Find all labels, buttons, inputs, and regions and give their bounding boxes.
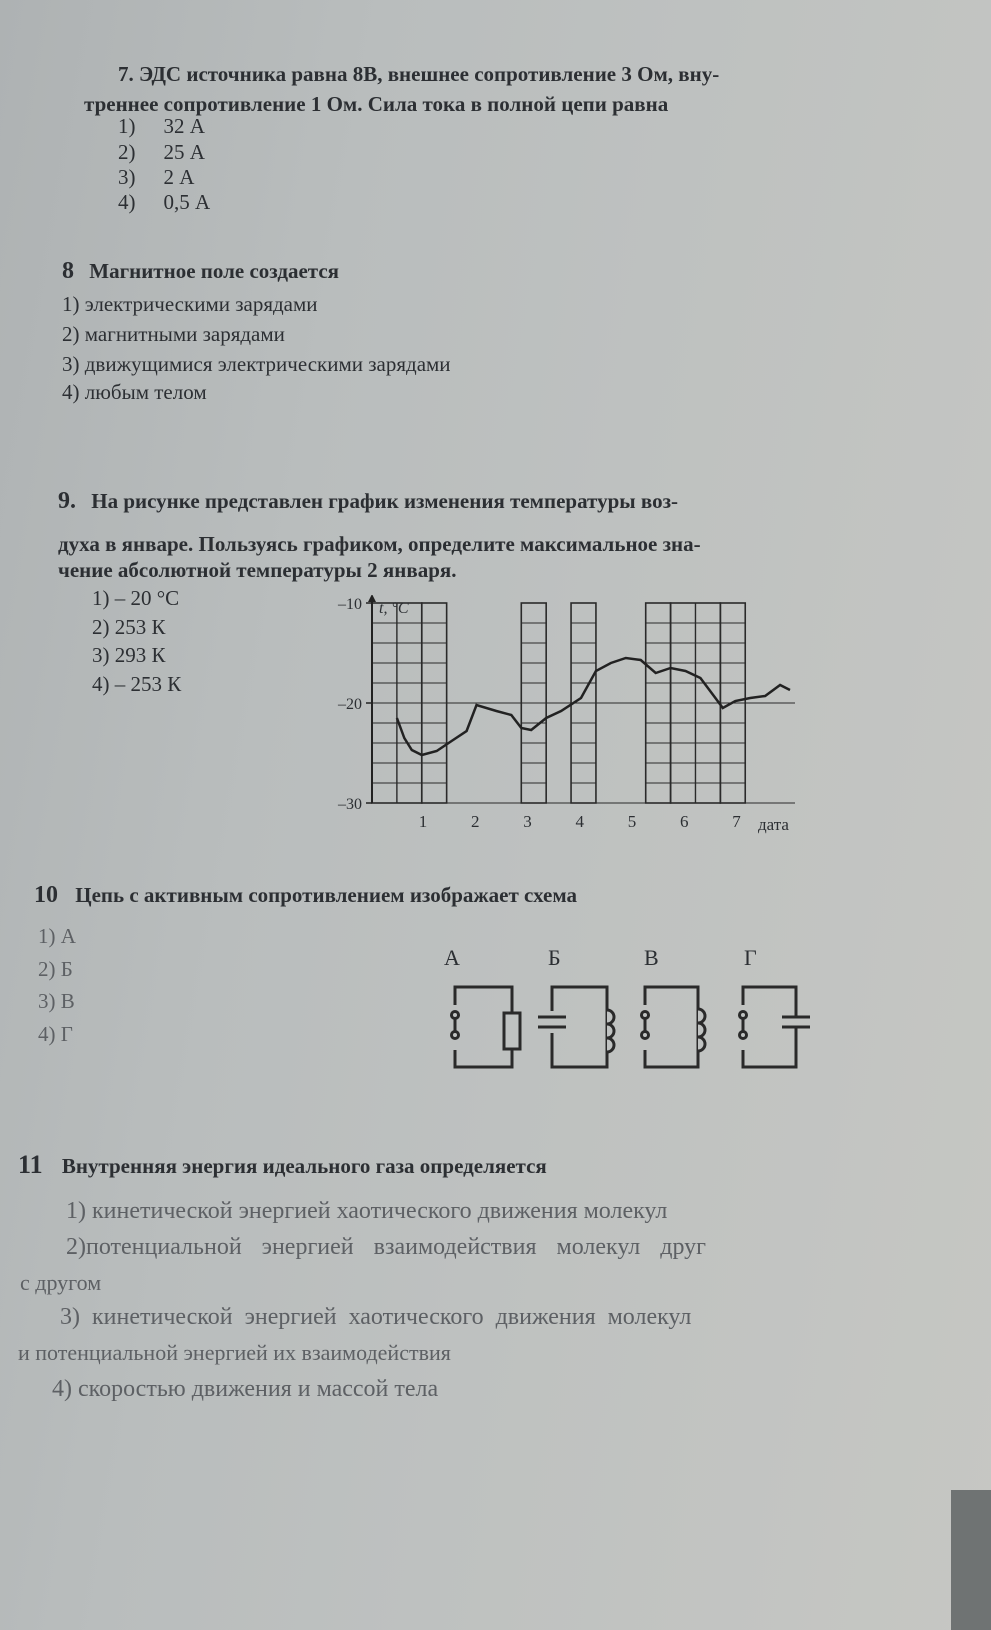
x-tick-label: 1 [418,812,428,831]
x-tick-label: 5 [627,812,637,831]
circuit-v [642,987,706,1067]
q7-option-1: 1) 32 А [118,114,205,138]
q11-heading [18,1150,547,1180]
temperature-chart [330,595,830,865]
y-tick-label: –30 [338,796,362,813]
x-tick-label: 3 [523,812,532,831]
y-axis-arrow [368,595,376,602]
q8-option-4: 4) любым телом [62,380,207,404]
q9-number: 9. [58,488,76,514]
circuit-label-a: А [444,945,460,970]
q9-text-3: чение абсолютной температуры 2 января. [58,558,457,582]
x-tick-label: 2 [471,812,480,831]
q7-text-1: ЭДС источника равна 8В, внешнее сопротивление 3 Ом, вну- [139,62,720,86]
y-tick-label: –20 [338,696,362,713]
q7-option-2: 2) 25 А [118,140,205,164]
circuit-label-g: Г [744,945,757,970]
circuit-label-b: Б [548,945,561,970]
page-edge-shadow [951,1490,991,1630]
circuit-g [740,987,811,1067]
q10-option-1: 1) А [38,924,76,948]
q9-option-4: 4) – 253 К [92,672,182,696]
q8-option-1: 1) электрическими зарядами [62,292,318,316]
q9-text-1: На рисунке представлен график изменения температуры воз- [91,489,679,513]
q11-option-2a: 2)потенциальной энергией взаимодействия молекул друг [66,1234,706,1260]
q10-option-2: 2) Б [38,957,73,981]
q9-text-2: духа в январе. Пользуясь графиком, определите максимальное зна- [58,532,701,556]
resistor-symbol [504,1013,520,1049]
q11-option-4: 4) скоростью движения и массой тела [52,1376,439,1402]
chart-x-axis-label: дата [758,815,789,834]
q11-option-3a: 3) кинетической энергией хаотического движения молекул [60,1304,692,1330]
chart-axes [368,595,376,803]
q7-line1 [118,62,719,87]
q7-line2: треннее сопротивление 1 Ом. Сила тока в полной цепи равна [84,92,669,116]
x-tick-label: 7 [732,812,741,831]
circuit-label-v: В [644,945,659,970]
q9-heading [58,488,678,515]
temperature-series-line [397,658,790,755]
q10-option-4: 4) Г [38,1022,73,1046]
q8-title: Магнитное поле создается [89,259,340,283]
q10-number: 10 [34,882,58,908]
circuit-a [452,987,521,1067]
q9-option-2: 2) 253 К [92,615,166,639]
q11-option-2b: с другом [20,1270,102,1295]
q7-option-3: 3) 2 А [118,165,195,189]
chart-x-ticks [419,812,742,831]
q11-option-3b: и потенциальной энергией их взаимодействия [18,1340,451,1365]
q8-option-2: 2) магнитными зарядами [62,322,285,346]
q8-heading [62,258,339,285]
y-tick-label: –10 [338,596,362,613]
q9-option-1: 1) – 20 °С [92,586,180,610]
q7-number: 7. [118,62,134,86]
circuit-b [538,987,614,1067]
inductor-symbol [607,1010,614,1052]
x-tick-label: 6 [680,812,689,831]
x-tick-label: 4 [575,812,585,831]
q11-option-1: 1) кинетической энергией хаотического движения молекул [66,1198,668,1224]
inductor-symbol-v [698,1009,705,1051]
chart-y-ticks [337,596,372,813]
q8-option-3: 3) движущимися электрическими зарядами [62,352,451,376]
q11-number: 11 [18,1150,43,1179]
q10-option-3: 3) В [38,989,75,1013]
q9-option-3: 3) 293 К [92,643,166,667]
q10-heading [34,882,577,909]
q11-title: Внутренняя энергия идеального газа определяется [61,1154,547,1178]
q8-number: 8 [62,258,74,284]
chart-y-axis-label: t, °С [379,600,409,617]
q10-title: Цепь с активным сопротивлением изображает схема [75,883,578,907]
q7-option-4: 4) 0,5 А [118,190,211,214]
circuit-diagrams [440,935,830,1075]
